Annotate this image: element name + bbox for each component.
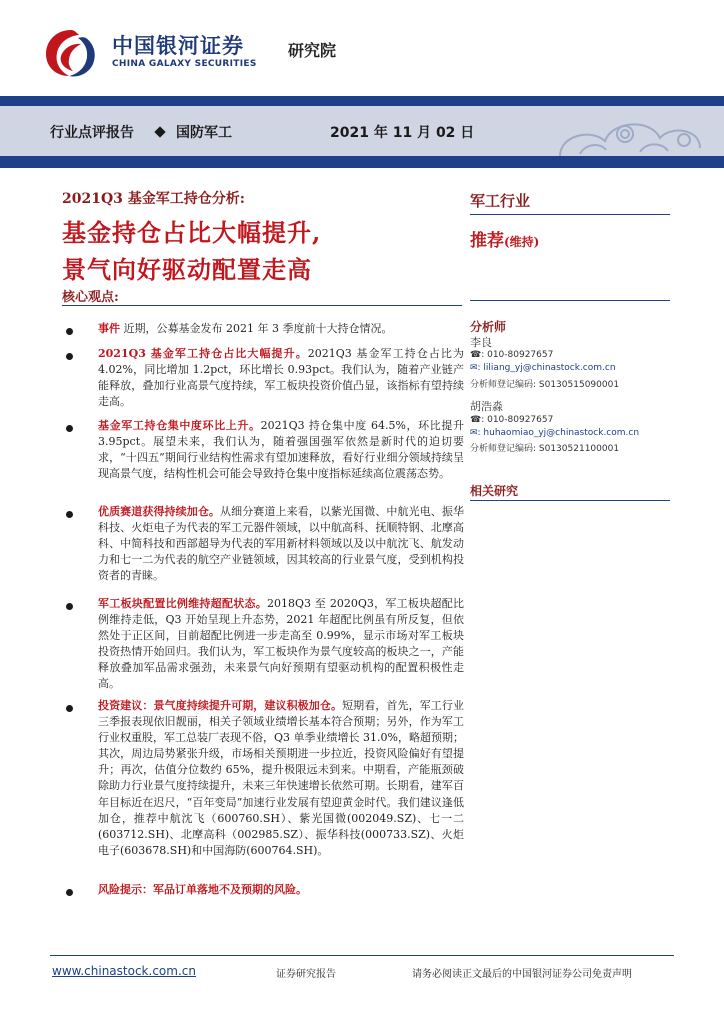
analyst-email[interactable]: ✉: liliang_yj@chinastock.com.cn <box>470 363 616 373</box>
galaxy-logo-icon <box>42 26 100 80</box>
bullet-dot-icon <box>66 889 73 896</box>
core-views-divider <box>62 305 462 306</box>
bullet-dot-icon <box>66 511 73 518</box>
bullet-lead: 事件 <box>98 322 120 335</box>
industry-label: 军工行业 <box>470 192 531 210</box>
list-item-body <box>98 321 464 337</box>
bullet-text: 2018Q3 至 2020Q3，军工板块超配比例维持走低，Q3 开始呈现上升态势，2021 年超配比例虽有所反复，但依然处于正区间，目前超配比例进一步走高至 0.99%，显示市场对军工板块投资热情开始回归。我们认为，军工板块作为景气度较高的板块之一，产能释放叠加军品需求强劲，未来景气向好预期有望驱动机构的配置积极性走高。 <box>98 597 465 691</box>
bullet-lead: 基金军工持仓集中度环比上升。 <box>98 419 261 432</box>
rating-value: 推荐 <box>470 231 504 251</box>
analyst-name: 胡浩淼 <box>470 400 503 413</box>
analyst-registration: 分析师登记编码: S0130521100001 <box>470 444 620 454</box>
company-logo <box>42 26 337 80</box>
footer-divider <box>50 955 674 956</box>
report-date: 2021 年 11 月 02 日 <box>330 125 475 141</box>
logo-english-name: CHINA GALAXY SECURITIES <box>112 59 257 69</box>
bullet-text: 近期，公募基金发布 2021 年 3 季度前十大持仓情况。 <box>120 322 393 335</box>
bullet-lead: 军工板块配置比例维持超配状态。 <box>98 597 268 610</box>
footer-doc-type: 证券研究报告 <box>276 969 336 980</box>
list-item-body <box>98 418 464 482</box>
list-item-body <box>98 698 464 859</box>
logo-chinese-name: 中国银河证券 <box>112 34 244 58</box>
bullet-lead: 投资建议：景气度持续提升可期，建议积极加仓。 <box>98 699 343 712</box>
list-item-body <box>98 596 464 693</box>
list-item-body <box>98 346 464 410</box>
bullet-dot-icon <box>66 328 73 335</box>
research-institute-label: 研究院 <box>288 41 337 60</box>
bullet-dot-icon <box>66 353 73 360</box>
bullet-text: 从细分赛道上来看，以紫光国微、中航光电、振华科技、火炬电子为代表的军工元器件领域，以中航高科、抚顺特钢、北摩高科、中简科技和西部超导为代表的军用新材料领域以及以中航沈飞、航发动力和七一二为代表的航空产业链领域，因其较高的行业景气度，受到机构投资者的青睐。 <box>98 505 464 583</box>
bullet-text: 短期看，首先，军工行业三季报表现依旧靓丽，相关子领域业绩增长基本符合预期；另外，作为军工行业权重股，军工总装厂表现不俗，Q3 单季业绩增长 31.0%，略超预期；其次，周边局势紧张升级，市场相关预期进一步拉近，投资风险偏好有望提升；再次，估值分位数约 65%，提升极限远未到来。中期看，产能瓶颈破除助力行业景气度持续提升，未来三年快速增长依然可期。长期看，建军百年目标近在迟尺，“百年变局”加速行业发展有望迎黄金时代。我们建议逢低加仓，推荐中航沈飞（600760.SH）、紫光国微(002049.SZ)、七一二(603712.SH)、北摩高科（002985.SZ）、振华科技(000733.SZ)、火炬电子(603678.SH)和中国海防(600764.SH)。 <box>98 699 464 857</box>
sector-label: 国防军工 <box>176 125 232 141</box>
bullet-lead: 优质赛道获得持续加仓。 <box>98 505 221 518</box>
bullet-lead: 风险提示：军品订单落地不及预期的风险。 <box>98 883 307 896</box>
report-title-line-1: 基金持仓占比大幅提升, <box>62 218 322 247</box>
report-type-label: 行业点评报告 <box>50 125 134 141</box>
website-link[interactable]: www.chinastock.com.cn <box>52 964 196 978</box>
bullet-text: 2021Q3 基金军工持仓占比为 4.02%，同比增加 1.2pct，环比增长 0.93pct。我们认为，随着产业链产能释放，叠加行业高景气度持续，军工板块投资价值凸显，该指标有望持续走高。 <box>98 347 464 409</box>
bullet-dot-icon <box>66 705 73 712</box>
sidebar-divider <box>470 300 670 301</box>
analyst-phone: ☎: 010-80927657 <box>470 350 554 360</box>
rating-note: (维持) <box>504 235 540 249</box>
list-item-body <box>98 504 464 584</box>
bullet-text: 2021Q3 持仓集中度 64.5%，环比提升 3.95pct。展望未来，我们认为，随着强国强军依然是新时代的迫切要求，“十四五”期间行业结构性需求有望加速释放，看好行业细分领域持续呈现高景气度，结构性机会可能会导致持仓集中度指标延续高位震荡态势。 <box>98 419 464 481</box>
related-research-heading: 相关研究 <box>470 484 519 498</box>
analyst-name: 李良 <box>470 336 492 349</box>
analyst-phone: ☎: 010-80927657 <box>470 415 554 425</box>
core-views-label: 核心观点: <box>62 290 119 305</box>
report-title-line-2: 景气向好驱动配置走高 <box>62 255 312 284</box>
footer-disclaimer: 请务必阅读正文最后的中国银河证券公司免责声明 <box>412 969 632 980</box>
report-subtitle: 2021Q3 基金军工持仓分析: <box>62 191 245 207</box>
analyst-heading: 分析师 <box>470 320 507 334</box>
sidebar-divider <box>470 500 670 501</box>
bullet-dot-icon <box>66 425 73 432</box>
list-item-body <box>98 882 464 898</box>
rating-label <box>470 226 539 251</box>
bullet-dot-icon <box>66 603 73 610</box>
sidebar-divider <box>470 214 670 215</box>
analyst-email[interactable]: ✉: huhaomiao_yj@chinastock.com.cn <box>470 428 640 438</box>
analyst-registration: 分析师登记编码: S0130515090001 <box>470 380 620 390</box>
bullet-lead: 2021Q3 基金军工持仓占比大幅提升。 <box>98 347 308 360</box>
